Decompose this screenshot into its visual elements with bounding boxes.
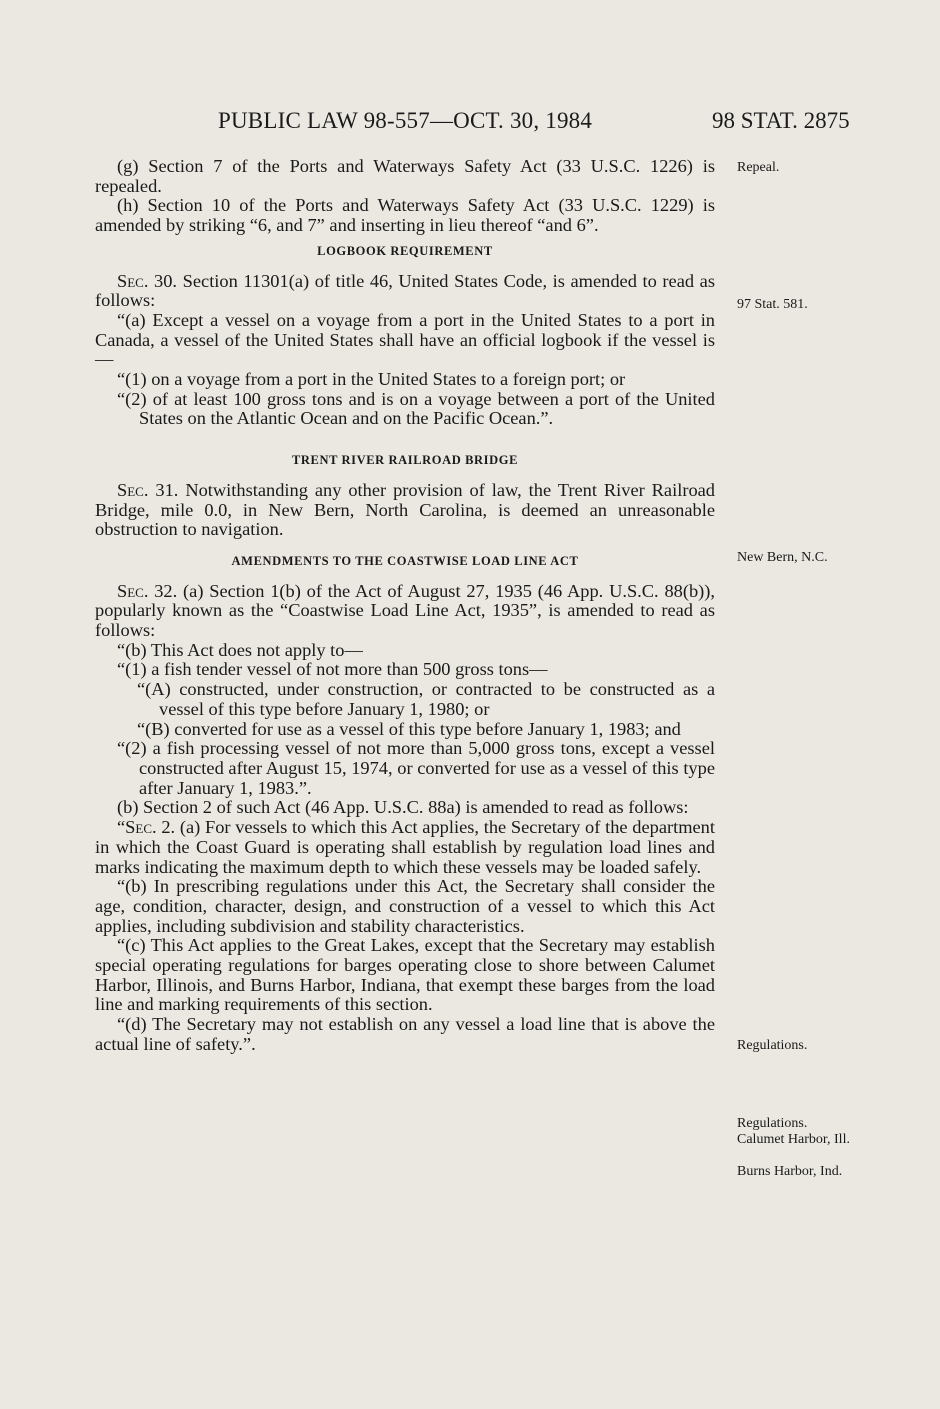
running-title: PUBLIC LAW 98-557—OCT. 30, 1984 (218, 108, 593, 133)
section-30-label: Sec. 30. (117, 270, 178, 291)
stat-page-reference: 98 STAT. 2875 (712, 108, 850, 133)
section-32-text: (a) Section 1(b) of the Act of August 27, 1935 (46 App. U.S.C. 88(b)), popularly known as the “Coastwise Load Line Act, 1935”, is amended to read as follows: (95, 580, 715, 641)
margin-note-burns-harbor: Burns Harbor, Ind. (737, 1164, 843, 1179)
section-32-subsection-b: “(b) This Act does not apply to— (117, 639, 363, 660)
margin-note-calumet-harbor: Calumet Harbor, Ill. (737, 1132, 850, 1147)
margin-note-repeal: Repeal. (737, 160, 780, 175)
section-32 (95, 582, 715, 641)
section-30-text: Section 11301(a) of title 46, United States Code, is amended to read as follows: (95, 270, 715, 311)
sec-2-a-text: (a) For vessels to which this Act applies, the Secretary of the department in which the Coast Guard is operating shall establish by regulation load lines and marks indicating the maximum depth to which these vessels may be loaded safely. (95, 817, 715, 877)
sec-2-label: “Sec. 2. (117, 817, 176, 838)
section-30 (95, 272, 715, 311)
section-30-subsection-a: “(a) Except a vessel on a voyage from a port in the United States to a port in Canada, a vessel of the United States shall have an official logbook if the vessel is— (95, 309, 715, 370)
margin-note-stat-581: 97 Stat. 581. (737, 297, 808, 312)
page-header (0, 108, 940, 140)
sec-2-subsection-d: “(d) The Secretary may not establish on any vessel a load line that is above the actual line of safety.”. (95, 1014, 715, 1054)
section-heading-logbook: LOGBOOK REQUIREMENT (317, 243, 493, 258)
margin-note-regulations-2: Regulations. (737, 1116, 808, 1131)
section-heading-coastwise: AMENDMENTS TO THE COASTWISE LOAD LINE ACT (231, 553, 579, 568)
paragraph-g: (g) Section 7 of the Ports and Waterways Safety Act (33 U.S.C. 1226) is repealed. (95, 156, 715, 196)
section-30-item-2: “(2) of at least 100 gross tons and is on a voyage between a port of the United States on the Atlantic Ocean and on the Pacific Ocean.”. (117, 388, 715, 429)
sec-2-subsection-a (95, 818, 715, 877)
section-31-text: Notwithstanding any other provision of law, the Trent River Railroad Bridge, mile 0.0, in New Bern, North Carolina, is deemed an unreasonable obstruction to navigation. (95, 479, 715, 540)
section-31-label: Sec. 31. (117, 479, 179, 500)
main-text-column (95, 157, 715, 1055)
section-32-paragraph-b: (b) Section 2 of such Act (46 App. U.S.C. 88a) is amended to read as follows: (117, 797, 689, 818)
section-32-item-B: “(B) converted for use as a vessel of this type before January 1, 1983; and (137, 718, 681, 739)
sec-2-subsection-b: “(b) In prescribing regulations under this Act, the Secretary shall consider the age, condition, character, design, and construction of a vessel to which this Act applies, including subdivision and stability characteristics. (95, 876, 715, 936)
section-heading-trent-river: TRENT RIVER RAILROAD BRIDGE (291, 453, 519, 468)
section-30-item-1: “(1) on a voyage from a port in the United States to a foreign port; or (117, 369, 626, 390)
paragraph-h: (h) Section 10 of the Ports and Waterways Safety Act (33 U.S.C. 1229) is amended by striking “6, and 7” and inserting in lieu thereof “and 6”. (95, 195, 715, 236)
sec-2-subsection-c: “(c) This Act applies to the Great Lakes, except that the Secretary may establish special operating regulations for barges operating close to shore between Calumet Harbor, Illinois, and Burns Harbor, Indiana, that exempt these barges from the load line and marking requirements of this section. (95, 935, 715, 1015)
section-31 (95, 481, 715, 540)
section-32-item-A: “(A) constructed, under construction, or contracted to be constructed as a vessel of this type before January 1, 1980; or (137, 679, 715, 719)
section-32-item-1: “(1) a fish tender vessel of not more than 500 gross tons— (117, 659, 548, 680)
margin-note-new-bern: New Bern, N.C. (737, 550, 828, 565)
section-32-label: Sec. 32. (117, 580, 178, 601)
section-32-item-2: “(2) a fish processing vessel of not more than 5,000 gross tons, except a vessel constructed after August 15, 1974, or converted for use as a vessel of this type after January 1, 1983.”. (117, 738, 715, 798)
margin-note-regulations: Regulations. (737, 1038, 808, 1053)
